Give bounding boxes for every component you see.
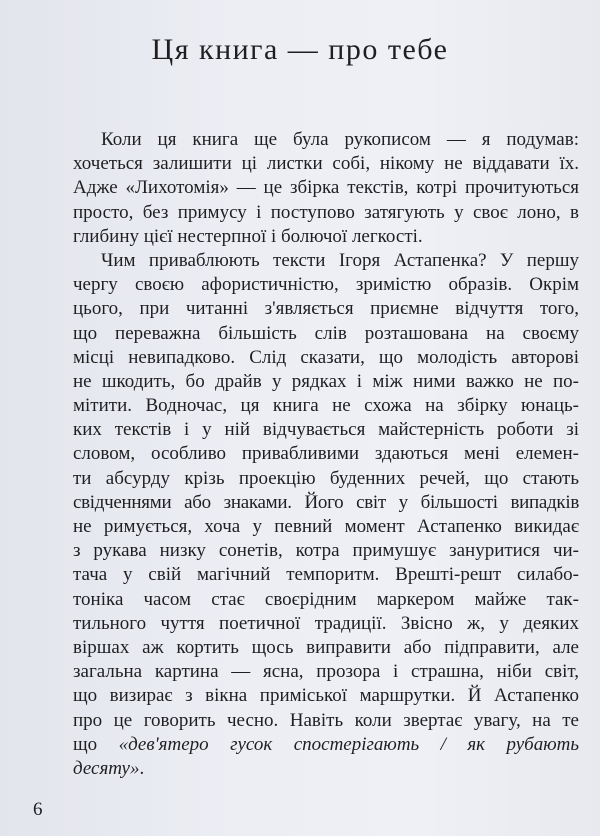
text-fragment: що: [73, 733, 98, 755]
text-line: тильного чуття поетичної традиції. Звісно ж, у деяких: [73, 612, 579, 634]
text-line: свідченнями або знаками. Його світ у більшості випадків: [73, 491, 579, 513]
text-line: мітити. Водночас, ця книга не схожа на збірку юнаць-: [73, 395, 579, 417]
text-line-mixed: [73, 733, 579, 757]
chapter-title: Ця книга — про тебе: [151, 33, 449, 66]
body-text: [73, 128, 579, 781]
text-line: тоніка часом стає своєрідним маркером майже так-: [73, 588, 579, 610]
text-line: хочеться залишити ці листки собі, нікому не віддавати їх.: [73, 153, 579, 175]
text-line: чергу своєю афористичністю, зримістю образів. Окрім: [73, 274, 579, 296]
text-line: ких текстів і у ній відчувається майстерність роботи зі: [73, 419, 579, 441]
text-line: глибину цієї нестерпної і болючої легкості.: [73, 225, 423, 247]
text-line: просто, без примусу і поступово затягують у своє лоно, в: [73, 201, 579, 223]
text-line: що визирає з вікна приміської маршрутки. Й Астапенко: [73, 685, 579, 707]
text-line: ти абсурду крізь проекцію буденних речей, що стають: [73, 467, 579, 489]
text-line: Коли ця книга ще була рукописом — я подумав:: [101, 129, 579, 150]
text-line: віршах аж кортить щось виправити або підправити, але: [73, 636, 579, 658]
text-line: місці невипадково. Слід сказати, що молодість авторові: [73, 346, 579, 368]
text-line-mixed: [73, 757, 579, 781]
page-number: 6: [33, 799, 43, 820]
text-line: не шкодить, бо драйв у рядках і між ними важко не по-: [73, 370, 579, 392]
text-line: Чим приваблюють тексти Ігоря Астапенка? У першу: [101, 249, 579, 271]
text-line: не римується, хоча у певний момент Астапенко викидає: [73, 516, 579, 537]
text-line: тача у свій магічний темпоритм. Врешті-решт силабо-: [73, 564, 579, 586]
text-line: словом, особливо привабливими здаються мені елемен-: [73, 443, 579, 465]
quote-fragment: десяту»: [73, 757, 140, 779]
text-line: Адже «Лихотомія» — це збірка текстів, котрі прочитуються: [73, 177, 579, 199]
text-fragment: .: [139, 757, 145, 779]
text-line: з рукава низку сонетів, котра примушує зануритися чи-: [73, 540, 579, 562]
text-line: про це говорить чесно. Навіть коли звертає увагу, на те: [73, 709, 579, 731]
quote-fragment: «дев'ятеро гусок спостерігають / як рубають: [118, 733, 579, 755]
text-line: загальна картина — ясна, прозора і страшна, ніби світ,: [73, 661, 579, 683]
text-line: що переважна більшість слів розташована на своєму: [73, 322, 579, 344]
text-line: цього, при читанні з'являється приємне відчуття того,: [73, 298, 579, 320]
